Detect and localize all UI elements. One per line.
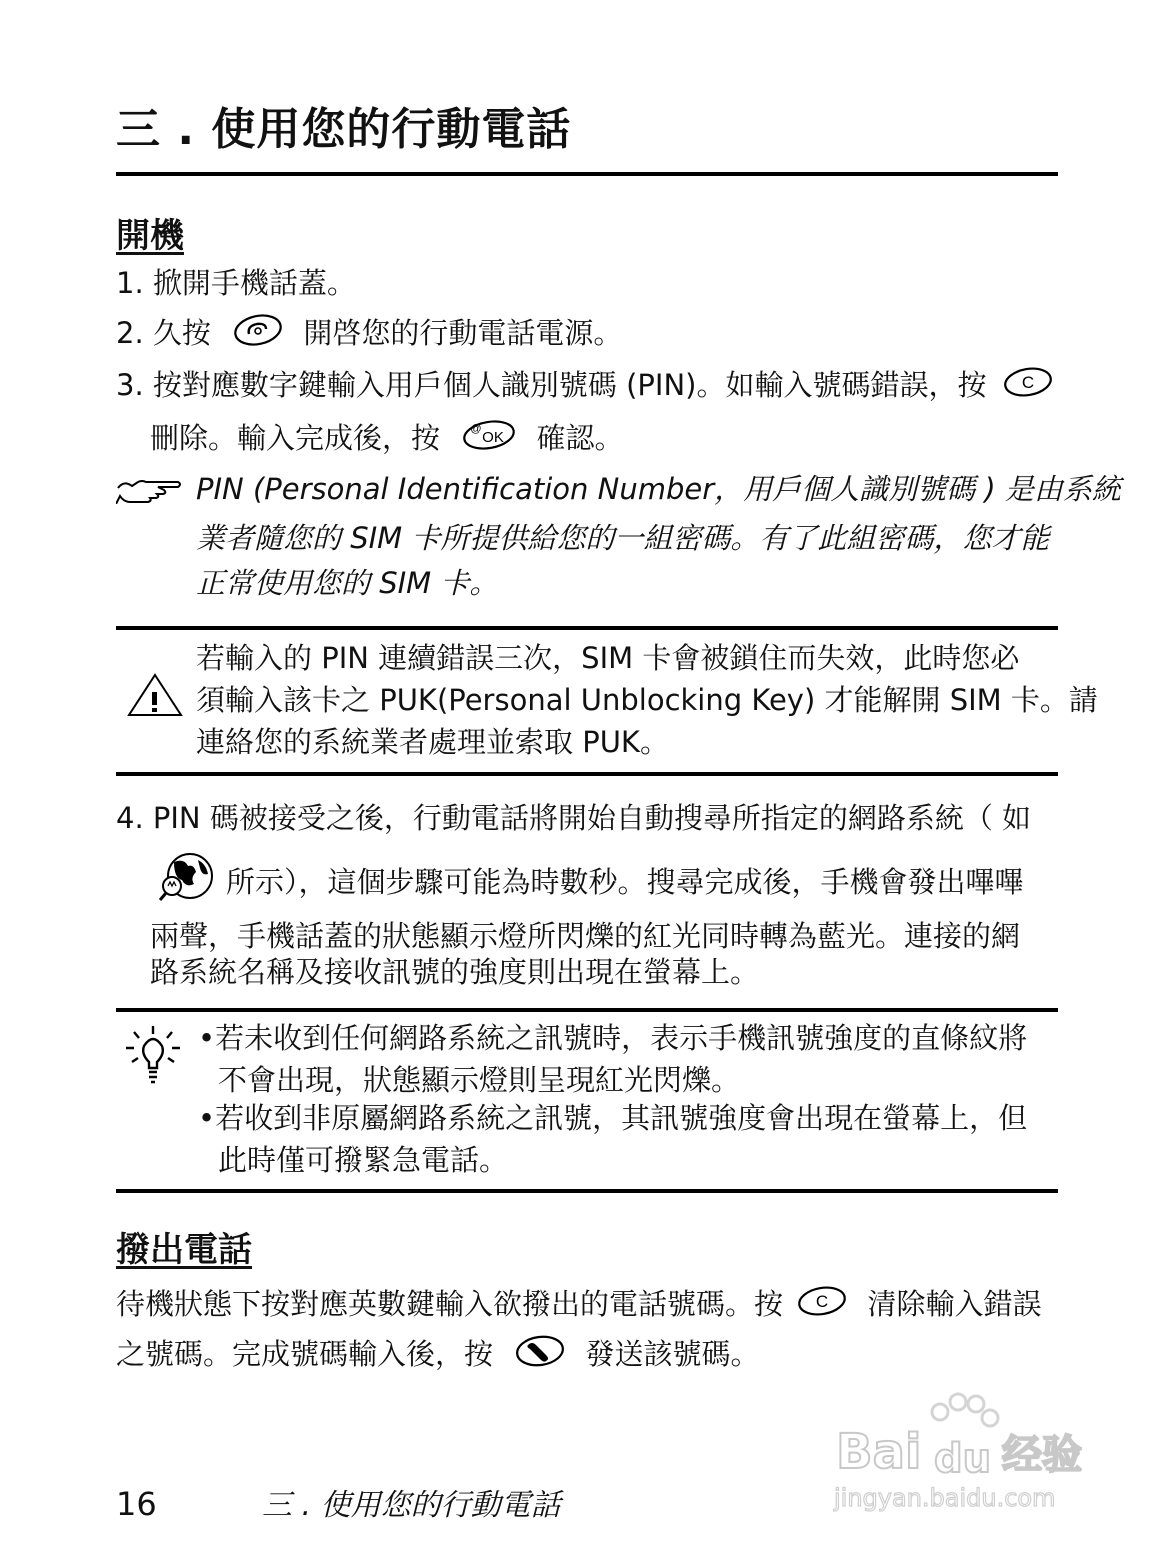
bullet: • (198, 1021, 216, 1055)
step-4-line-3: 兩聲，手機話蓋的狀態顯示燈所閃爍的紅光同時轉為藍光。連接的網 (150, 919, 1021, 953)
svg-text:OK: OK (482, 429, 505, 446)
step-text: PIN 碼被接受之後，行動電話將開始自動搜尋所指定的網路系統（ 如 (152, 801, 1032, 835)
warning-bottom-rule (116, 772, 1058, 776)
power-end-key-icon (232, 313, 284, 357)
step-4-line-2: 所示），這個步驟可能為時數秒。搜尋完成後，手機會發出嗶嗶 (226, 865, 1024, 899)
svg-text:C: C (816, 1292, 829, 1311)
step-number: 3. (116, 368, 144, 402)
baidu-jingyan-watermark (830, 1390, 1100, 1520)
step-number: 4. (116, 801, 144, 835)
step-1 (116, 263, 356, 303)
note-line-1: PIN (Personal Identification Number，用戶個人識別號碼 ) 是由系統 (196, 472, 1121, 506)
step-4-line-1 (116, 798, 1031, 838)
title-rule (116, 172, 1058, 176)
page-number: 16 (116, 1485, 157, 1523)
warning-line-2: 須輸入該卡之 PUK(Personal Unblocking Key) 才能解開 SIM 卡。請 (196, 683, 1098, 717)
step-text: 掀開手機話蓋。 (152, 266, 356, 300)
svg-text:Bai: Bai (836, 1424, 922, 1480)
section-heading-power-on: 開機 (116, 216, 184, 256)
warning-line-1: 若輸入的 PIN 連續錯誤三次，SIM 卡會被鎖住而失效，此時您必 (196, 641, 1020, 675)
pointing-hand-icon (116, 474, 186, 508)
step-3-line-2 (150, 418, 623, 462)
chapter-title: 三 . 使用您的行動電話 (116, 104, 572, 155)
step-text: 刪除。輸入完成後，按 (150, 421, 441, 455)
step-text: 按對應數字鍵輸入用戶個人識別號碼 (PIN)。如輸入號碼錯誤，按 (152, 368, 987, 402)
warning-top-rule (116, 626, 1058, 630)
dial-line-2: 之號碼。完成號碼輸入後，按 發送該號碼。 (116, 1333, 759, 1379)
step-4-line-4: 路系統名稱及接收訊號的強度則出現在螢幕上。 (150, 955, 760, 989)
tips-bottom-rule (116, 1189, 1058, 1193)
warning-line-3: 連絡您的系統業者處理並索取 PUK。 (196, 725, 669, 759)
tip-2-line-2: 此時僅可撥緊急電話。 (218, 1143, 509, 1177)
svg-text:jingyan.baidu.com: jingyan.baidu.com (834, 1484, 1056, 1512)
step-3-line-1 (116, 365, 1054, 409)
dial-line-1: 待機狀態下按對應英數鍵輸入欲撥出的電話號碼。按 C 清除輸入錯誤 (116, 1284, 1041, 1328)
c-key-icon (796, 1284, 848, 1328)
footer-chapter-title: 三 . 使用您的行動電話 (262, 1488, 561, 1523)
step-2 (116, 313, 622, 357)
tip-1-line-2: 不會出現，狀態顯示燈則呈現紅光閃爍。 (218, 1063, 741, 1097)
step-text: 久按 (152, 316, 211, 350)
warning-icon (126, 672, 184, 722)
step-number: 1. (116, 266, 144, 300)
tip-2-line-1: •若收到非原屬網路系統之訊號，其訊號強度會出現在螢幕上，但 (198, 1101, 1028, 1135)
note-line-3: 正常使用您的 SIM 卡。 (196, 566, 499, 600)
svg-text:@: @ (470, 423, 482, 435)
tips-top-rule (116, 1008, 1058, 1012)
ok-key-icon (461, 418, 517, 462)
step-number: 2. (116, 316, 144, 350)
c-key-icon (1002, 365, 1054, 409)
svg-text:C: C (1021, 373, 1034, 392)
send-call-key-icon (514, 1333, 566, 1379)
step-text: 開啓您的行動電話電源。 (303, 316, 623, 350)
bullet: • (198, 1101, 216, 1135)
step-text: 確認。 (536, 421, 624, 455)
tip-1-line-1: •若未收到任何網路系統之訊號時，表示手機訊號強度的直條紋將 (198, 1021, 1028, 1055)
svg-text:经验: 经验 (1002, 1432, 1082, 1478)
note-line-2: 業者隨您的 SIM 卡所提供給您的一組密碼。有了此組密碼，您才能 (196, 521, 1050, 555)
svg-text:du: du (934, 1436, 992, 1482)
network-search-globe-icon (156, 850, 216, 910)
lightbulb-tip-icon (122, 1024, 184, 1092)
section-heading-dial: 撥出電話 (116, 1230, 252, 1270)
